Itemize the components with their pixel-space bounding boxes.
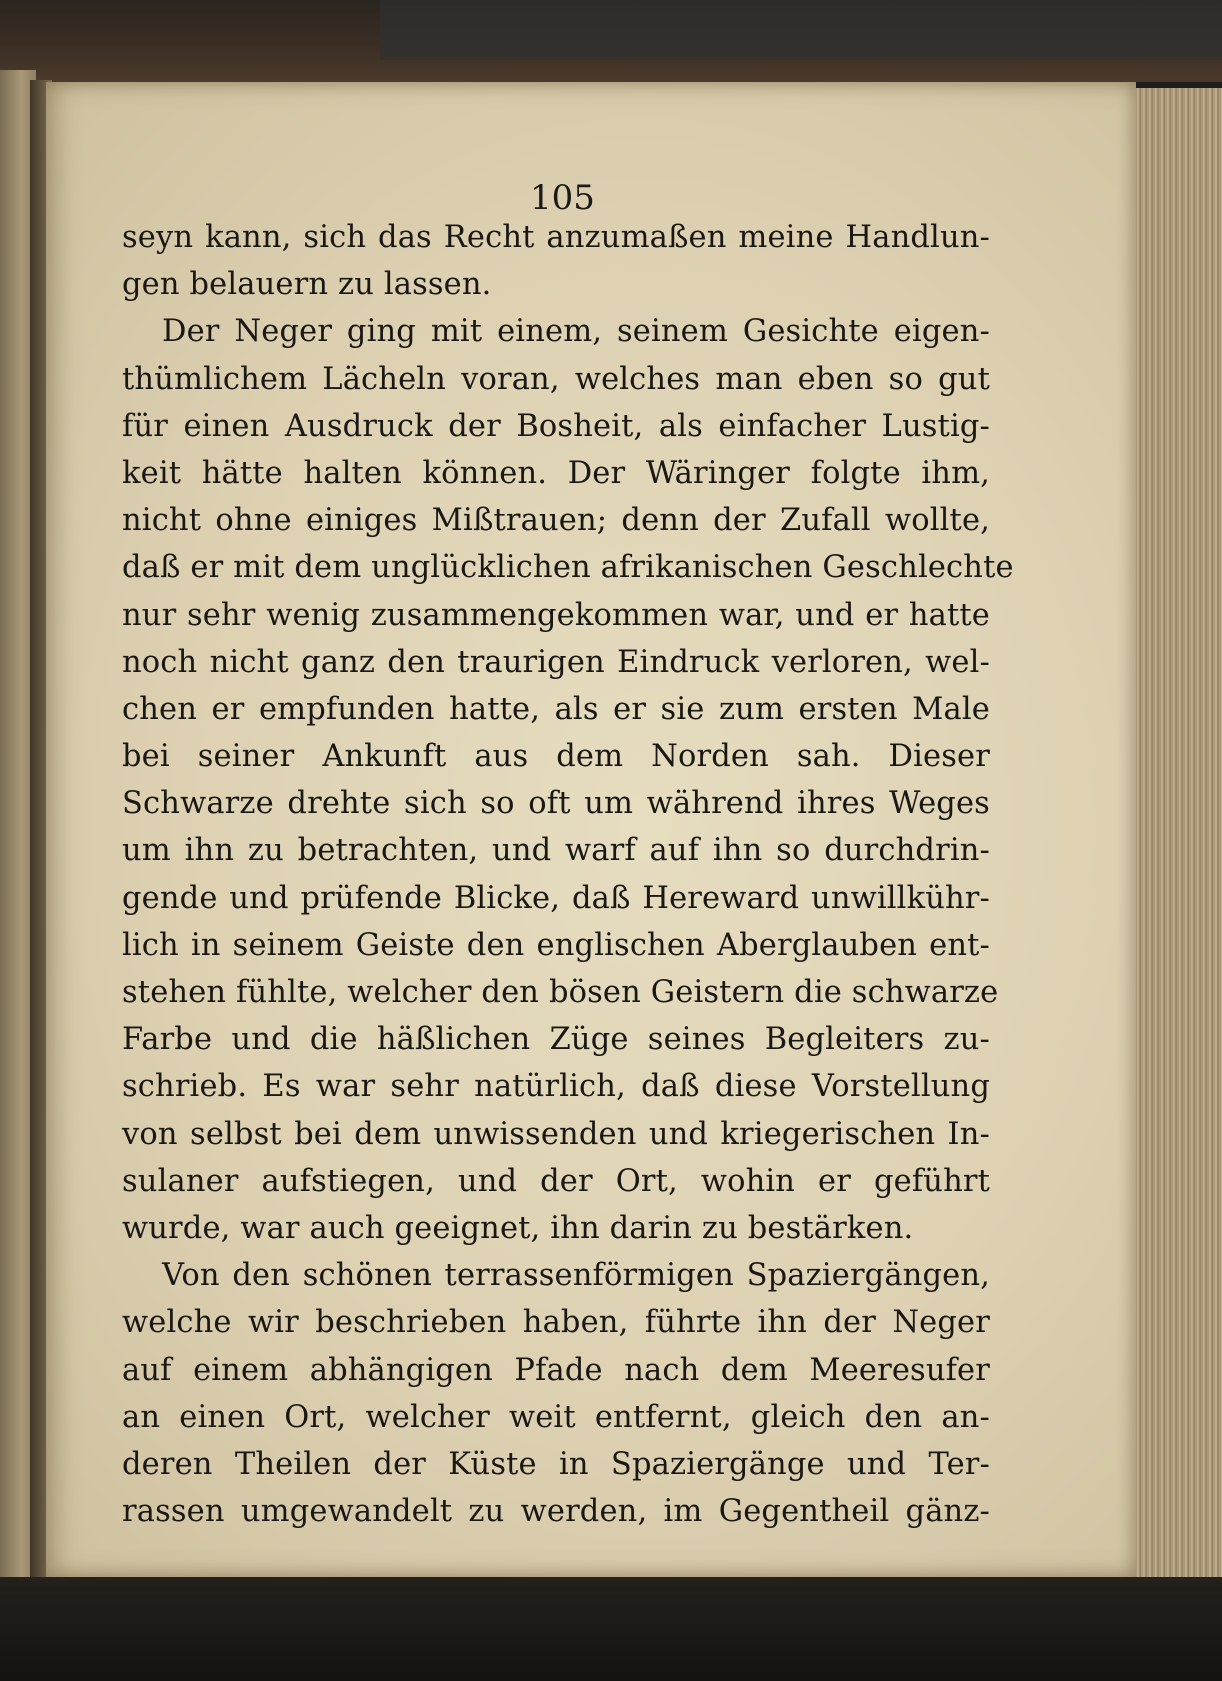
text-line: stehen fühlte, welcher den bösen Geistern die schwarze (122, 975, 999, 1010)
text-line: bei seiner Ankunft aus dem Norden sah. Dieser (122, 739, 990, 775)
text-line: Der Neger ging mit einem, seinem Gesichte eigen- (162, 314, 990, 350)
text-line: deren Theilen der Küste in Spaziergänge und Ter- (122, 1446, 990, 1482)
page-body-text (122, 214, 1014, 1535)
text-line: daß er mit dem unglücklichen afrikanischen Geschlechte (122, 550, 1014, 586)
text-line: auf einem abhängigen Pfade nach dem Meeresufer (122, 1352, 990, 1388)
text-line: keit hätte halten können. Der Wäringer folgte ihm, (122, 455, 990, 491)
text-line: nicht ohne einiges Mißtrauen; denn der Zufall wollte, (122, 503, 990, 539)
text-line: rassen umgewandelt zu werden, im Gegentheil gänz- (122, 1494, 990, 1530)
text-line: an einen Ort, welcher weit entfernt, gleich den an- (122, 1399, 990, 1435)
text-line: für einen Ausdruck der Bosheit, als einfacher Lustig- (122, 408, 990, 444)
text-line: Farbe und die häßlichen Züge seines Begleiters zu- (122, 1022, 990, 1058)
text-line: nur sehr wenig zusammengekommen war, und er hatte (122, 597, 990, 633)
text-line: welche wir beschrieben haben, führte ihn der Neger (122, 1305, 990, 1341)
scan-background-top (380, 0, 1222, 60)
text-line: schrieb. Es war sehr natürlich, daß diese Vorstellung (122, 1069, 990, 1105)
text-line: chen er empfunden hatte, als er sie zum ersten Male (122, 691, 990, 727)
text-line: lich in seinem Geiste den englischen Aberglauben ent- (122, 927, 990, 963)
text-line: um ihn zu betrachten, und warf auf ihn so durchdrin- (122, 833, 990, 869)
text-line: sulaner aufstiegen, und der Ort, wohin er geführt (122, 1163, 990, 1199)
text-line: gen belauern zu lassen. (122, 267, 492, 303)
text-line: thümlichem Lächeln voran, welches man eben so gut (122, 361, 990, 397)
scan-background-bottom (0, 1577, 1222, 1681)
text-line: noch nicht ganz den traurigen Eindruck verloren, wel- (122, 644, 990, 680)
text-line: Von den schönen terrassenförmigen Spaziergängen, (162, 1258, 990, 1294)
text-line: gende und prüfende Blicke, daß Hereward unwillkühr- (122, 880, 990, 916)
text-line: seyn kann, sich das Recht anzumaßen meine Handlun- (122, 220, 990, 255)
text-line: Schwarze drehte sich so oft um während ihres Weges (122, 786, 990, 822)
text-line: wurde, war auch geeignet, ihn darin zu bestärken. (122, 1210, 914, 1246)
text-line: von selbst bei dem unwissenden und kriegerischen In- (122, 1116, 990, 1152)
page-stack-edges (1136, 88, 1222, 1578)
page-number: 105 (530, 178, 595, 218)
